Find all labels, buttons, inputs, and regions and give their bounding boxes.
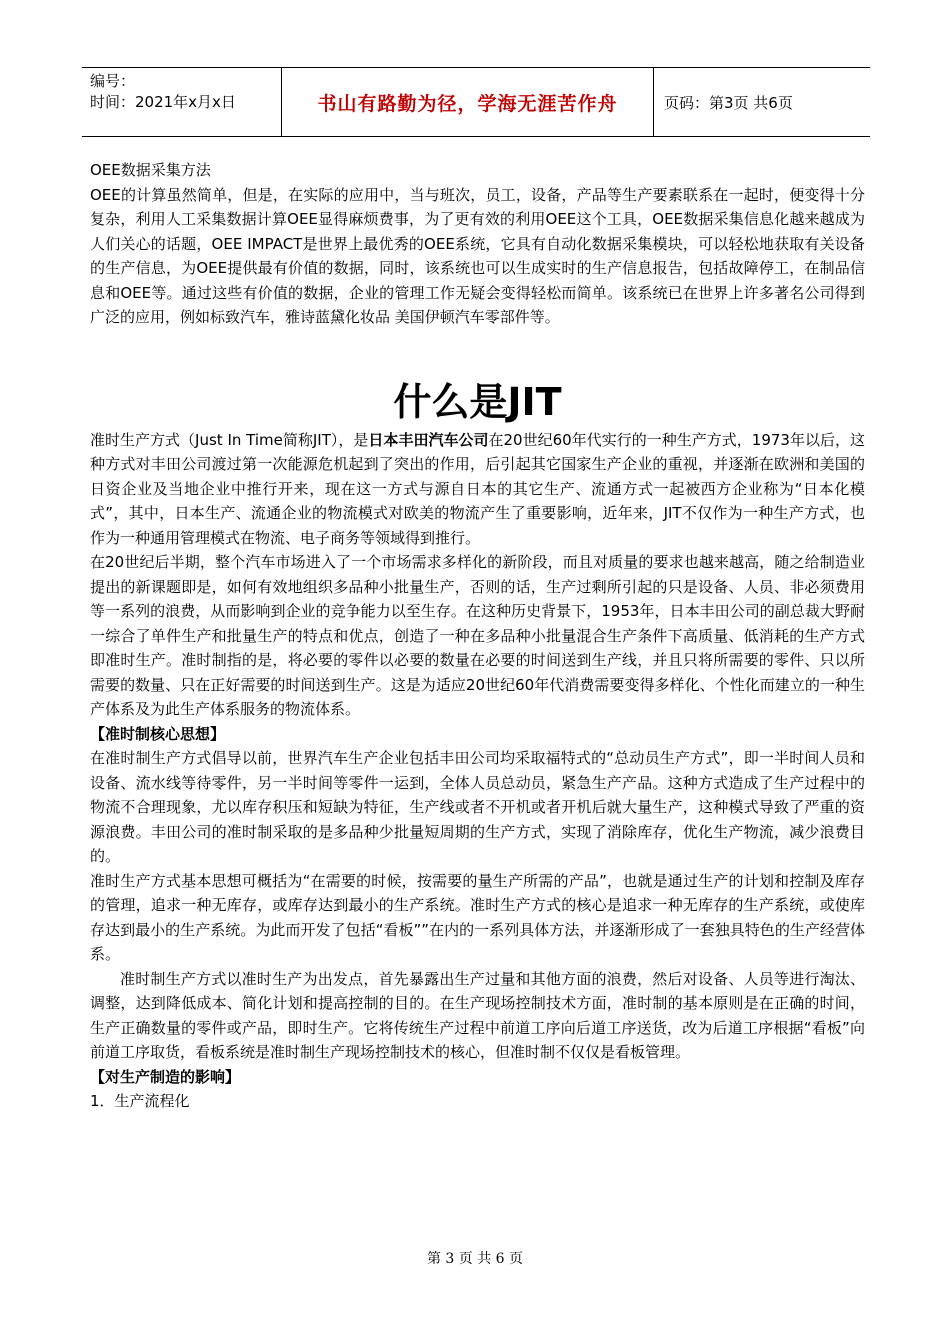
document-body (90, 158, 865, 1114)
jit-title: 什么是JIT (393, 379, 562, 424)
motto: 书山有路勤为径，学海无涯苦作舟 (282, 68, 654, 136)
core-idea-paragraph-1: 在准时制生产方式倡导以前，世界汽车生产企业包括丰田公司均采取福特式的“总动员生产方式”，即一半时间人员和设备、流水线等待零件，另一半时间等零件一运到，全体人员总动员，紧急生产产品。这种方式造成了生产过程中的物流不合理现象，尤以库存积压和短缺为特征，生产线或者不开机或者开机后就大量生产，这种模式导致了严重的资源浪费。丰田公司的准时制采取的是多品种少批量短周期的生产方式，实现了消除库存，优化生产物流，减少浪费目的。 (90, 749, 865, 865)
oee-paragraph: OEE的计算虽然简单，但是，在实际的应用中，当与班次，员工，设备，产品等生产要素联系在一起时，便变得十分复杂，利用人工采集数据计算OEE显得麻烦费事，为了更有效的利用OEE这个工具，OEE数据采集信息化越来越成为人们关心的话题，OEE IMPACT是世界上最优秀的OEE系统，它具有自动化数据采集模块，可以轻松地获取有关设备的生产信息，为OEE提供最有价值的数据，同时，该系统也可以生成实时的生产信息报告，包括故障停工，在制品信息和OEE等。通过这些有价值的数据，企业的管理工作无疑会变得轻松而简单。该系统已在世界上许多著名公司得到广泛的应用，例如标致汽车，雅诗蓝黛化妆品 美国伊顿汽车零部件等。 (90, 185, 865, 326)
impact-heading: 【对生产制造的影响】 (90, 1067, 241, 1086)
jit-history-paragraph: 在20世纪后半期，整个汽车市场进入了一个市场需求多样化的新阶段，而且对质量的要求也越来越高，随之给制造业提出的新课题即是，如何有效地组织多品种小批量生产，否则的话，生产过剩所引起的只是设备、人员、非必须费用等一系列的浪费，从而影响到企业的竞争能力以至生存。在这种历史背景下，1953年，日本丰田公司的副总裁大野耐一综合了单件生产和批量生产的特点和优点，创造了一种在多品种小批量混合生产条件下高质量、低消耗的生产方式即准时生产。准时制指的是，将必要的零件以必要的数量在必要的时间送到生产线，并且只将所需要的零件、只以所需要的数量、只在正好需要的时间送到生产。这是为适应20世纪60年代消费需要变得多样化、个性化而建立的一种生产体系及为此生产体系服务的物流体系。 (90, 553, 865, 718)
page-footer: 第 3 页 共 6 页 (426, 1251, 524, 1267)
header-left-cell (82, 68, 282, 136)
jit-intro-company: 日本丰田汽车公司 (368, 430, 489, 449)
jit-intro-prefix: 准时生产方式（Just In Time简称JIT），是 (90, 430, 369, 449)
time-label: 时间：2021年x月x日 (90, 93, 236, 111)
page-info: 页码：第3页 共6页 (664, 93, 793, 112)
impact-item-1: 1．生产流程化 (90, 1092, 190, 1110)
core-idea-heading: 【准时制核心思想】 (90, 724, 226, 743)
jit-intro-rest: 在20世纪60年代实行的一种生产方式，1973年以后，这种方式对丰田公司渡过第一次能源危机起到了突出的作用，后引起其它国家生产企业的重视，并逐渐在欧洲和美国的日资企业及当地企业中推行开来，现在这一方式与源自日本的其它生产、流通方式一起被西方企业称为“日本化模式”，其中，日本生产、流通企业的物流模式对欧美的物流产生了重要影响，近年来，JIT不仅作为一种生产方式，也作为一种通用管理模式在物流、电子商务等领域得到推行。 (90, 430, 865, 547)
core-idea-paragraph-3: 准时制生产方式以准时生产为出发点，首先暴露出生产过量和其他方面的浪费，然后对设备、人员等进行淘汰、调整，达到降低成本、简化计划和提高控制的目的。在生产现场控制技术方面，准时制的基本原则是在正确的时间，生产正确数量的零件或产品，即时生产。它将传统生产过程中前道工序向后道工序送货，改为后道工序根据“看板”向前道工序取货，看板系统是准时制生产现场控制技术的核心，但准时制不仅仅是看板管理。 (90, 969, 865, 1061)
core-idea-paragraph-2: 准时生产方式基本思想可概括为“在需要的时候，按需要的量生产所需的产品”，也就是通过生产的计划和控制及库存的管理，追求一种无库存，或库存达到最小的生产系统。准时生产方式的核心是追求一种无库存的生产系统，或使库存达到最小的生产系统。为此而开发了包括“看板””在内的一系列具体方法，并逐渐形成了一套独具特色的生产经营体系。 (90, 871, 865, 963)
number-label: 编号： (90, 72, 136, 90)
page-header (82, 67, 870, 137)
jit-intro-paragraph (90, 428, 865, 551)
oee-heading: OEE数据采集方法 (90, 161, 211, 179)
